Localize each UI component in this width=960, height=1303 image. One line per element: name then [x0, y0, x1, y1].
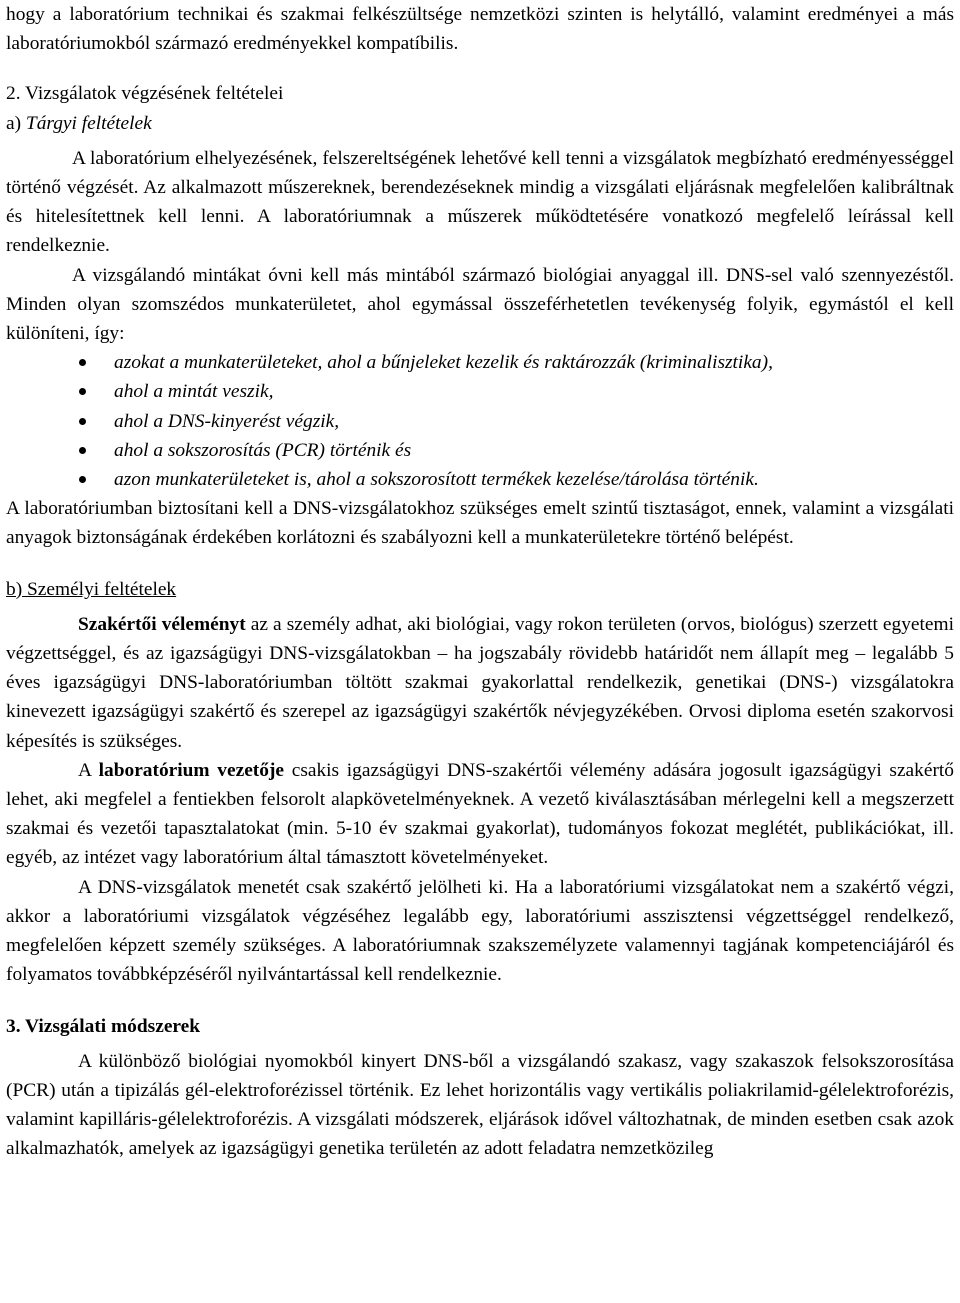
intro-paragraph: hogy a laboratórium technikai és szakmai felkészültsége nemzetközi szinten is helytálló, valamint eredményei a más laboratóriumokból származó eredményekkel kompatíbilis.: [6, 4, 954, 55]
személyi-paragraph-2-text: csakis igazságügyi DNS-szakértői vélemény adására jogosult igazságügyi szakértő lehet, aki megfelel a fentiekben felsorolt alapkövetelményeknek. A vezető kiválasztásában mérlegelni kell a megszerzett szakmai és vezetői tapasztalatokat (min. 5-10 év szakmai gyakorlat), tudományos fokozat meglétét, publikációkat, ill. egyéb, az intézet vagy laboratórium által támasztott követelményeket.: [6, 759, 955, 869]
list-item: ahol a mintát veszik,: [6, 377, 954, 406]
subsection-a-title: Tárgyi feltételek: [25, 112, 152, 134]
személyi-paragraph-1-text: az a személy adhat, aki biológiai, vagy rokon területen (orvos, biológus) szerzett egyetemi végzettséggel, és az igazságügyi DNS-vizsgálatokban – ha jogszabály rövidebb határidőt nem állapít meg – legalább 5 éves igazságügyi DNS-laboratóriumban töltött szakmai gyakorlattal rendelkezik, genetikai (DNS-) vizsgálatokra kinevezett igazságügyi szakértő és szerepel az igazságügyi szakértők névjegyzékében. Orvosi diploma esetén szakorvosi képesítés is szükséges.: [6, 613, 954, 752]
tárgyi-paragraph-3: A laboratóriumban biztosítani kell a DNS-vizsgálatokhoz szükséges emelt szintű tisztaságot, ennek, valamint a vizsgálati anyagok biztonságának érdekében korlátozni és szabályozni kell a munkaterületekre történő belépést.: [6, 498, 954, 549]
személyi-paragraph-1: [6, 610, 954, 756]
subsection-a-heading: [6, 109, 954, 138]
tárgyi-paragraph-2-text: A vizsgálandó mintákat óvni kell más mintából származó biológiai anyaggal ill. DNS-sel való szennyezéstől. Minden olyan szomszédos munkaterületet, ahol egymással összeférhetetlen tevékenység folyik, egymástól el kell különíteni, így:: [6, 264, 954, 345]
bullet-icon: [79, 388, 86, 395]
section-3-heading: 3. Vizsgálati módszerek: [6, 1015, 201, 1037]
list-item: azokat a munkaterületeket, ahol a bűnjeleket kezelik és raktározzák (kriminalisztika),: [6, 348, 954, 377]
bullet-icon: [79, 447, 86, 454]
subsection-b-heading: b) Személyi feltételek: [6, 578, 177, 600]
workspace-bullet-list: [6, 348, 954, 494]
tárgyi-paragraph-2: [6, 261, 954, 349]
módszerek-paragraph-1: A különböző biológiai nyomokból kinyert DNS-ből a vizsgálandó szakasz, vagy szakaszok felsokszorosítása (PCR) után a tipizálás gél-elektroforézissel történik. Ez lehet horizontális vagy vertikális poliakrilamid-gélelektroforézis, valamint kapilláris-gélelektroforézis. A vizsgálati módszerek, eljárások idővel változhatnak, de minden esetben csak azok alkalmazhatók, amelyek az igazságügyi genetika területén az adott feladatra nemzetközileg: [6, 1050, 954, 1160]
bullet-icon: [79, 476, 86, 483]
list-item: azon munkaterületeket is, ahol a sokszorosított termékek kezelése/tárolása történik.: [6, 465, 954, 494]
section-2-heading: 2. Vizsgálatok végzésének feltételei: [6, 83, 284, 105]
szakertoi-velemeny-bold: Szakértői véleményt: [78, 613, 246, 635]
személyi-paragraph-3: A DNS-vizsgálatok menetét csak szakértő jelölheti ki. Ha a laboratóriumi vizsgálatokat nem a szakértő végzi, akkor a laboratóriumi vizsgálatok végzéséhez legalább egy, laboratóriumi asszisztensi végzettséggel rendelkező, megfelelően képzett személy szükséges. A laboratóriumnak szakszemélyzete valamennyi tagjának kompetenciájáról és folyamatos továbbképzéséről nyilvántartással kell rendelkeznie.: [6, 876, 954, 986]
list-item: ahol a sokszorosítás (PCR) történik és: [6, 436, 954, 465]
bullet-icon: [79, 359, 86, 366]
subsection-a-prefix: a): [6, 112, 26, 134]
list-item: ahol a DNS-kinyerést végzik,: [6, 407, 954, 436]
tárgyi-paragraph-1: [6, 144, 954, 261]
személyi-paragraph-2: A laboratórium vezetője csakis igazságügyi DNS-szakértői vélemény adására jogosult igazságügyi szakértő lehet, aki megfelel a fentiekben felsorolt alapkövetelményeknek. A vezető kiválasztásában mérlegelni kell a megszerzett szakmai és vezetői tapasztalatokat (min. 5-10 év szakmai gyakorlat), tudományos fokozat meglétét, publikációkat, ill. egyéb, az intézet vagy laboratórium által támasztott követelményeket.: [6, 759, 955, 869]
document-page: [6, 0, 954, 1164]
tárgyi-paragraph-1-text: A laboratórium elhelyezésének, felszereltségének lehetővé kell tenni a vizsgálatok megbízható eredményességgel történő végzését. Az alkalmazott műszereknek, berendezéseknek mindig a vizsgálati eljárásnak megfelelően kalibráltnak és hitelesítettnek kell lenni. A laboratóriumnak a műszerek működtetésére vonatkozó megfelelő leírással kell rendelkeznie.: [6, 147, 954, 257]
laboratorium-vezetoje-bold: laboratórium vezetője: [98, 759, 285, 781]
bullet-icon: [79, 418, 86, 425]
